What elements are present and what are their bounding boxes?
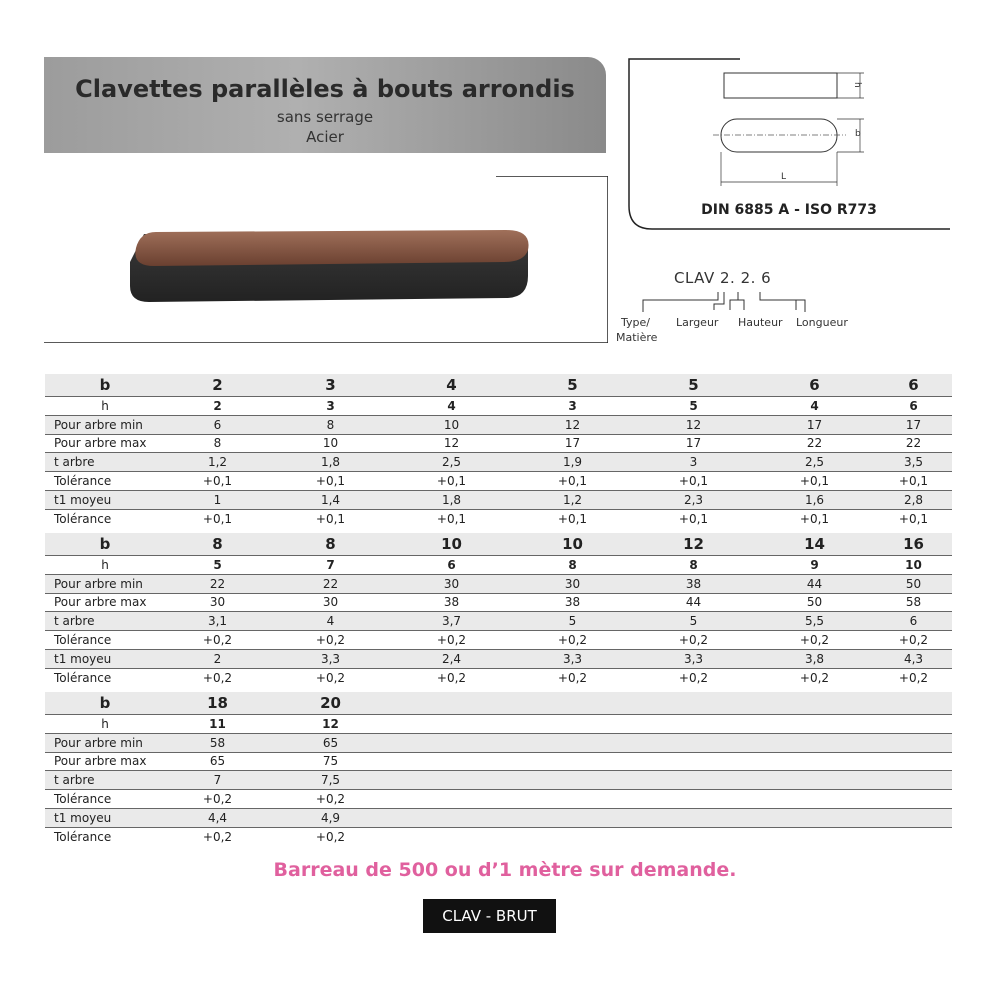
table-cell: 22 bbox=[875, 434, 952, 453]
row-t-arbre bbox=[45, 771, 952, 790]
table-cell: 50 bbox=[875, 574, 952, 593]
table-cell: +0,2 bbox=[165, 790, 270, 809]
row-b bbox=[45, 533, 952, 556]
row-t1-moyeu bbox=[45, 808, 952, 827]
row-label: Pour arbre min bbox=[45, 733, 165, 752]
table-cell: 10 bbox=[270, 434, 391, 453]
table-cell: +0,1 bbox=[633, 472, 754, 491]
row-label: Pour arbre max bbox=[45, 593, 165, 612]
table-cell: 20 bbox=[270, 692, 391, 715]
table-cell: 3,3 bbox=[270, 649, 391, 668]
table-cell bbox=[391, 827, 512, 845]
row-label: b bbox=[45, 374, 165, 397]
row-label: Tolérance bbox=[45, 509, 165, 527]
svg-text:Hauteur: Hauteur bbox=[738, 316, 783, 329]
table-cell bbox=[391, 771, 512, 790]
table-cell bbox=[512, 715, 633, 734]
row-tolerance-arbre bbox=[45, 631, 952, 650]
table-cell bbox=[754, 808, 875, 827]
row-label: Tolérance bbox=[45, 790, 165, 809]
table-cell: 44 bbox=[754, 574, 875, 593]
table-cell bbox=[512, 808, 633, 827]
table-cell: 1,9 bbox=[512, 453, 633, 472]
material-label: Acier bbox=[306, 128, 344, 146]
svg-text:Type/: Type/ bbox=[621, 316, 650, 329]
table-cell bbox=[512, 790, 633, 809]
row-label: t1 moyeu bbox=[45, 490, 165, 509]
row-arbre-max bbox=[45, 593, 952, 612]
table-cell bbox=[512, 771, 633, 790]
table-cell: +0,2 bbox=[165, 827, 270, 845]
page-title: Clavettes parallèles à bouts arrondis bbox=[75, 75, 575, 103]
table-cell: 6 bbox=[875, 612, 952, 631]
row-label: t arbre bbox=[45, 771, 165, 790]
table-cell bbox=[875, 692, 952, 715]
table-cell: 2 bbox=[165, 397, 270, 416]
row-arbre-min bbox=[45, 574, 952, 593]
row-arbre-min bbox=[45, 733, 952, 752]
table-cell: 75 bbox=[270, 752, 391, 771]
table-cell: 4 bbox=[391, 374, 512, 397]
table-cell: 5 bbox=[512, 374, 633, 397]
table-cell: 17 bbox=[633, 434, 754, 453]
table-cell: 12 bbox=[633, 533, 754, 556]
table-cell: 11 bbox=[165, 715, 270, 734]
table-cell: 8 bbox=[512, 556, 633, 575]
table-cell bbox=[754, 827, 875, 845]
table-cell: 4 bbox=[391, 397, 512, 416]
table-cell bbox=[875, 733, 952, 752]
table-cell: 8 bbox=[633, 556, 754, 575]
table-cell: 3,7 bbox=[391, 612, 512, 631]
table-cell: 3 bbox=[633, 453, 754, 472]
table-cell: +0,2 bbox=[270, 668, 391, 686]
table-cell: +0,2 bbox=[512, 631, 633, 650]
row-arbre-max bbox=[45, 434, 952, 453]
table-cell: 2 bbox=[165, 649, 270, 668]
table-cell bbox=[633, 771, 754, 790]
table-cell: +0,2 bbox=[270, 790, 391, 809]
table-cell: 3 bbox=[512, 397, 633, 416]
order-code: CLAV 2. 2. 6 bbox=[674, 269, 772, 287]
table-cell: +0,2 bbox=[270, 631, 391, 650]
table-cell: +0,1 bbox=[754, 472, 875, 491]
table-cell: 7 bbox=[165, 771, 270, 790]
row-label: h bbox=[45, 556, 165, 575]
table-cell: 38 bbox=[512, 593, 633, 612]
row-tolerance-arbre bbox=[45, 790, 952, 809]
table-cell bbox=[512, 733, 633, 752]
table-cell: 5 bbox=[512, 612, 633, 631]
table-cell bbox=[875, 715, 952, 734]
standard-caption: DIN 6885 A - ISO R773 bbox=[701, 202, 877, 218]
svg-text:b: b bbox=[855, 129, 861, 139]
table-cell bbox=[875, 790, 952, 809]
row-b bbox=[45, 374, 952, 397]
table-cell bbox=[875, 808, 952, 827]
svg-text:h: h bbox=[852, 82, 862, 88]
table-cell: +0,2 bbox=[391, 631, 512, 650]
table-cell bbox=[754, 715, 875, 734]
row-label: h bbox=[45, 397, 165, 416]
table-cell bbox=[875, 771, 952, 790]
table-cell: 17 bbox=[875, 415, 952, 434]
table-cell bbox=[633, 692, 754, 715]
page-subtitle: sans serrage bbox=[276, 108, 374, 126]
table-cell: 2,8 bbox=[875, 490, 952, 509]
row-label: Tolérance bbox=[45, 472, 165, 491]
table-cell: +0,1 bbox=[875, 509, 952, 527]
table-cell bbox=[633, 733, 754, 752]
table-cell: 58 bbox=[165, 733, 270, 752]
table-cell: 14 bbox=[754, 533, 875, 556]
table-cell: +0,2 bbox=[165, 668, 270, 686]
table-cell: 9 bbox=[754, 556, 875, 575]
table-cell: +0,2 bbox=[391, 668, 512, 686]
row-label: t1 moyeu bbox=[45, 808, 165, 827]
table-cell: 17 bbox=[754, 415, 875, 434]
table-cell: 22 bbox=[165, 574, 270, 593]
table-cell: +0,1 bbox=[512, 509, 633, 527]
table-cell: 10 bbox=[391, 415, 512, 434]
table-cell: +0,1 bbox=[754, 509, 875, 527]
row-h bbox=[45, 397, 952, 416]
row-tolerance-moyeu bbox=[45, 827, 952, 845]
product-photo bbox=[44, 176, 608, 343]
table-cell: 12 bbox=[633, 415, 754, 434]
row-label: t1 moyeu bbox=[45, 649, 165, 668]
table-cell: 12 bbox=[512, 415, 633, 434]
table-cell: 4 bbox=[270, 612, 391, 631]
table-cell: +0,2 bbox=[165, 631, 270, 650]
table-cell: 5 bbox=[633, 612, 754, 631]
table-cell: 2,5 bbox=[754, 453, 875, 472]
table-cell bbox=[512, 752, 633, 771]
row-label: Pour arbre min bbox=[45, 574, 165, 593]
table-cell: 1,6 bbox=[754, 490, 875, 509]
table-cell: 22 bbox=[754, 434, 875, 453]
table-cell: +0,2 bbox=[633, 668, 754, 686]
table-cell bbox=[754, 790, 875, 809]
table-cell bbox=[754, 733, 875, 752]
key-photo bbox=[130, 230, 529, 302]
table-cell: +0,2 bbox=[754, 668, 875, 686]
table-cell: 8 bbox=[165, 434, 270, 453]
row-tolerance-arbre bbox=[45, 472, 952, 491]
table-cell: 18 bbox=[165, 692, 270, 715]
table-cell: +0,1 bbox=[391, 472, 512, 491]
table-cell: 3 bbox=[270, 374, 391, 397]
table-cell: 1,8 bbox=[391, 490, 512, 509]
table-cell: 2,5 bbox=[391, 453, 512, 472]
table-cell: 5,5 bbox=[754, 612, 875, 631]
table-cell bbox=[633, 827, 754, 845]
table-cell: +0,1 bbox=[165, 472, 270, 491]
bar-length-note: Barreau de 500 ou d’1 mètre sur demande. bbox=[273, 859, 737, 881]
table-cell: 4,9 bbox=[270, 808, 391, 827]
row-t-arbre bbox=[45, 453, 952, 472]
row-h bbox=[45, 715, 952, 734]
table-cell: 7 bbox=[270, 556, 391, 575]
table-cell: +0,2 bbox=[633, 631, 754, 650]
table-cell bbox=[391, 790, 512, 809]
table-cell: 4,3 bbox=[875, 649, 952, 668]
table-cell bbox=[391, 808, 512, 827]
table-cell bbox=[633, 752, 754, 771]
table-cell bbox=[754, 692, 875, 715]
row-label: h bbox=[45, 715, 165, 734]
table-cell bbox=[875, 752, 952, 771]
table-cell: 8 bbox=[270, 533, 391, 556]
table-cell: +0,1 bbox=[391, 509, 512, 527]
table-cell: 17 bbox=[512, 434, 633, 453]
table-cell bbox=[391, 733, 512, 752]
table-cell: 30 bbox=[512, 574, 633, 593]
table-cell: 38 bbox=[633, 574, 754, 593]
svg-text:Largeur: Largeur bbox=[676, 316, 719, 329]
table-cell: +0,2 bbox=[754, 631, 875, 650]
table-cell bbox=[875, 827, 952, 845]
table-cell: 16 bbox=[875, 533, 952, 556]
row-label: Pour arbre max bbox=[45, 752, 165, 771]
row-label: b bbox=[45, 533, 165, 556]
table-cell: 65 bbox=[165, 752, 270, 771]
row-label: Tolérance bbox=[45, 827, 165, 845]
table-cell: 3,3 bbox=[633, 649, 754, 668]
table-cell: +0,1 bbox=[875, 472, 952, 491]
table-cell: 1 bbox=[165, 490, 270, 509]
table-cell: 10 bbox=[391, 533, 512, 556]
table-cell: +0,1 bbox=[165, 509, 270, 527]
table-cell: 30 bbox=[165, 593, 270, 612]
row-arbre-max bbox=[45, 752, 952, 771]
reference-badge: CLAV - BRUT bbox=[423, 899, 556, 933]
table-cell: 1,2 bbox=[165, 453, 270, 472]
table-cell: 3,8 bbox=[754, 649, 875, 668]
row-b bbox=[45, 692, 952, 715]
table-cell bbox=[512, 827, 633, 845]
table-cell: 1,8 bbox=[270, 453, 391, 472]
spec-table-3 bbox=[45, 692, 952, 846]
table-cell: +0,2 bbox=[512, 668, 633, 686]
table-cell: 2 bbox=[165, 374, 270, 397]
table-cell bbox=[391, 692, 512, 715]
table-cell: 8 bbox=[165, 533, 270, 556]
spec-table-2 bbox=[45, 533, 952, 687]
table-cell: +0,1 bbox=[512, 472, 633, 491]
spec-table-1 bbox=[45, 374, 952, 528]
table-cell: 58 bbox=[875, 593, 952, 612]
table-cell: +0,1 bbox=[270, 509, 391, 527]
row-tolerance-moyeu bbox=[45, 509, 952, 527]
row-arbre-min bbox=[45, 415, 952, 434]
table-cell: 6 bbox=[165, 415, 270, 434]
row-label: Pour arbre max bbox=[45, 434, 165, 453]
table-cell: 7,5 bbox=[270, 771, 391, 790]
table-cell: +0,2 bbox=[875, 668, 952, 686]
table-cell: +0,2 bbox=[270, 827, 391, 845]
table-cell: 3,5 bbox=[875, 453, 952, 472]
row-label: Tolérance bbox=[45, 631, 165, 650]
table-cell bbox=[633, 808, 754, 827]
table-cell: 5 bbox=[633, 374, 754, 397]
svg-text:L: L bbox=[781, 172, 787, 182]
table-cell: 4,4 bbox=[165, 808, 270, 827]
table-cell: 30 bbox=[270, 593, 391, 612]
row-label: Pour arbre min bbox=[45, 415, 165, 434]
table-cell: 10 bbox=[512, 533, 633, 556]
table-cell: 44 bbox=[633, 593, 754, 612]
svg-text:Matière: Matière bbox=[616, 331, 658, 344]
table-cell: 12 bbox=[391, 434, 512, 453]
table-cell: 30 bbox=[391, 574, 512, 593]
row-label: Tolérance bbox=[45, 668, 165, 686]
table-cell: 5 bbox=[165, 556, 270, 575]
table-cell: 4 bbox=[754, 397, 875, 416]
row-t1-moyeu bbox=[45, 649, 952, 668]
table-cell bbox=[391, 715, 512, 734]
table-cell: +0,2 bbox=[875, 631, 952, 650]
row-t-arbre bbox=[45, 612, 952, 631]
row-label: t arbre bbox=[45, 453, 165, 472]
table-cell bbox=[633, 790, 754, 809]
table-cell: 22 bbox=[270, 574, 391, 593]
table-cell: 2,3 bbox=[633, 490, 754, 509]
table-cell bbox=[391, 752, 512, 771]
table-cell: 12 bbox=[270, 715, 391, 734]
table-cell: 38 bbox=[391, 593, 512, 612]
row-tolerance-moyeu bbox=[45, 668, 952, 686]
order-code-diagram bbox=[610, 288, 860, 348]
table-cell: 50 bbox=[754, 593, 875, 612]
row-h bbox=[45, 556, 952, 575]
table-cell: 3 bbox=[270, 397, 391, 416]
table-cell: +0,1 bbox=[270, 472, 391, 491]
table-cell bbox=[512, 692, 633, 715]
table-cell: 6 bbox=[875, 397, 952, 416]
table-cell: 10 bbox=[875, 556, 952, 575]
table-cell: 3,1 bbox=[165, 612, 270, 631]
table-cell bbox=[754, 771, 875, 790]
table-cell: 5 bbox=[633, 397, 754, 416]
table-cell: 1,4 bbox=[270, 490, 391, 509]
svg-text:Longueur: Longueur bbox=[796, 316, 848, 329]
table-cell bbox=[633, 715, 754, 734]
table-cell: 3,3 bbox=[512, 649, 633, 668]
table-cell: 6 bbox=[391, 556, 512, 575]
row-label: b bbox=[45, 692, 165, 715]
table-cell: 65 bbox=[270, 733, 391, 752]
table-cell: 8 bbox=[270, 415, 391, 434]
table-cell: 2,4 bbox=[391, 649, 512, 668]
row-label: t arbre bbox=[45, 612, 165, 631]
table-cell: 6 bbox=[754, 374, 875, 397]
table-cell: 1,2 bbox=[512, 490, 633, 509]
table-cell: 6 bbox=[875, 374, 952, 397]
row-t1-moyeu bbox=[45, 490, 952, 509]
table-cell bbox=[754, 752, 875, 771]
table-cell: +0,1 bbox=[633, 509, 754, 527]
